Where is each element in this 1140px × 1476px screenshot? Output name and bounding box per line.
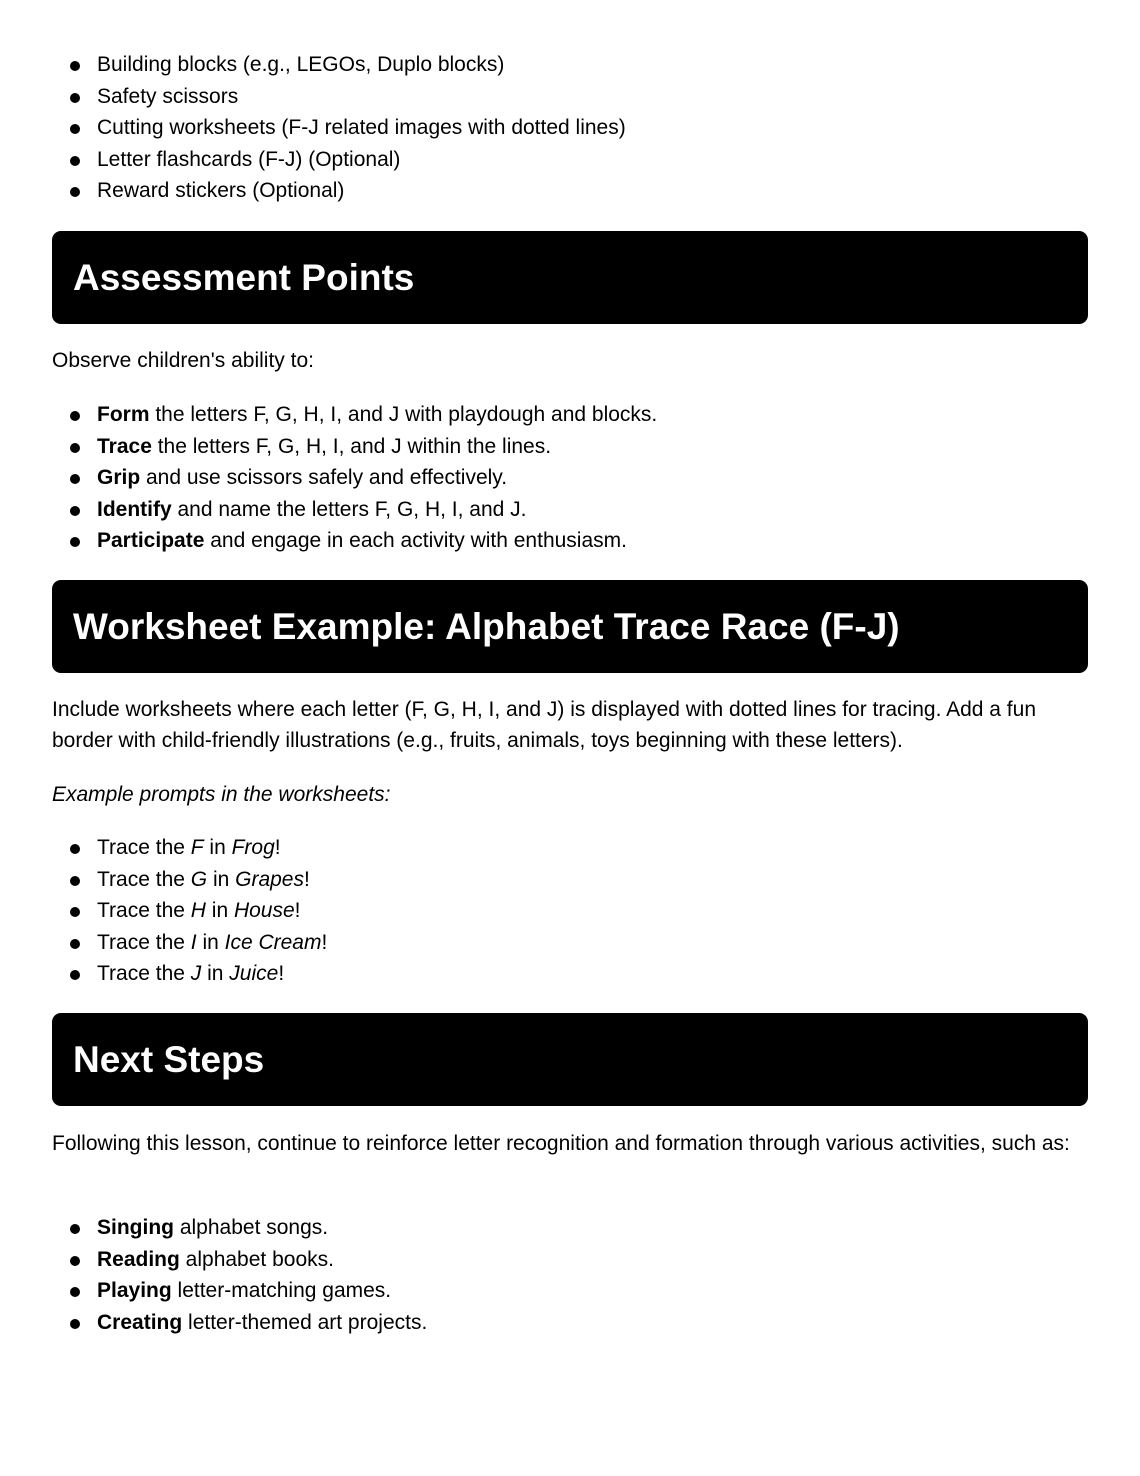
list-item: Participate and engage in each activity with enthusiasm.: [52, 525, 1088, 557]
bullet-icon: [70, 61, 80, 71]
next-steps-intro: Following this lesson, continue to reinforce letter recognition and formation through various activities, such as:: [52, 1132, 1070, 1155]
prompts-intro: Example prompts in the worksheets:: [52, 783, 391, 806]
list-item: Safety scissors: [52, 81, 1088, 113]
bullet-icon: [70, 1224, 80, 1234]
bullet-icon: [70, 411, 80, 421]
list-item: Cutting worksheets (F-J related images with dotted lines): [52, 112, 1088, 144]
bullet-icon: [70, 844, 80, 854]
prompts-list: [52, 832, 1088, 990]
section-header-worksheet: [52, 580, 1088, 673]
next-steps-list: [52, 1212, 1088, 1338]
list-item: Trace the I in Ice Cream!: [52, 927, 1088, 959]
section-title: Next Steps: [73, 1039, 265, 1080]
bullet-icon: [70, 474, 80, 484]
section-header-assessment: [52, 231, 1088, 324]
list-item: Grip and use scissors safely and effectively.: [52, 462, 1088, 494]
bullet-icon: [70, 443, 80, 453]
list-item: Reading alphabet books.: [52, 1244, 1088, 1276]
bullet-icon: [70, 907, 80, 917]
materials-list: [52, 49, 1088, 207]
section-title: Worksheet Example: Alphabet Trace Race (F-J): [73, 606, 900, 647]
list-item: Building blocks (e.g., LEGOs, Duplo blocks): [52, 49, 1088, 81]
list-item: Form the letters F, G, H, I, and J with playdough and blocks.: [52, 399, 1088, 431]
bullet-icon: [70, 506, 80, 516]
list-item: Trace the J in Juice!: [52, 958, 1088, 990]
list-item: Creating letter-themed art projects.: [52, 1307, 1088, 1339]
assessment-intro: Observe children's ability to:: [52, 349, 314, 372]
bullet-icon: [70, 93, 80, 103]
bullet-icon: [70, 970, 80, 980]
list-item: Reward stickers (Optional): [52, 175, 1088, 207]
bullet-icon: [70, 124, 80, 134]
list-item: Letter flashcards (F-J) (Optional): [52, 144, 1088, 176]
assessment-list: [52, 399, 1088, 557]
list-item: Trace the G in Grapes!: [52, 864, 1088, 896]
list-item: Trace the letters F, G, H, I, and J within the lines.: [52, 431, 1088, 463]
list-item: Playing letter-matching games.: [52, 1275, 1088, 1307]
bullet-icon: [70, 187, 80, 197]
section-title: Assessment Points: [73, 257, 415, 298]
list-item: Identify and name the letters F, G, H, I, and J.: [52, 494, 1088, 526]
bullet-icon: [70, 1287, 80, 1297]
bullet-icon: [70, 1319, 80, 1329]
worksheet-description: Include worksheets where each letter (F, G, H, I, and J) is displayed with dotted lines for tracing. Add a fun border with child-friendly illustrations (e.g., fruits, animals, toys beginning with these letters).: [52, 698, 1036, 752]
bullet-icon: [70, 876, 80, 886]
bullet-icon: [70, 939, 80, 949]
list-item: Trace the H in House!: [52, 895, 1088, 927]
section-header-next-steps: [52, 1013, 1088, 1106]
list-item: Trace the F in Frog!: [52, 832, 1088, 864]
bullet-icon: [70, 537, 80, 547]
bullet-icon: [70, 1256, 80, 1266]
bullet-icon: [70, 156, 80, 166]
list-item: Singing alphabet songs.: [52, 1212, 1088, 1244]
